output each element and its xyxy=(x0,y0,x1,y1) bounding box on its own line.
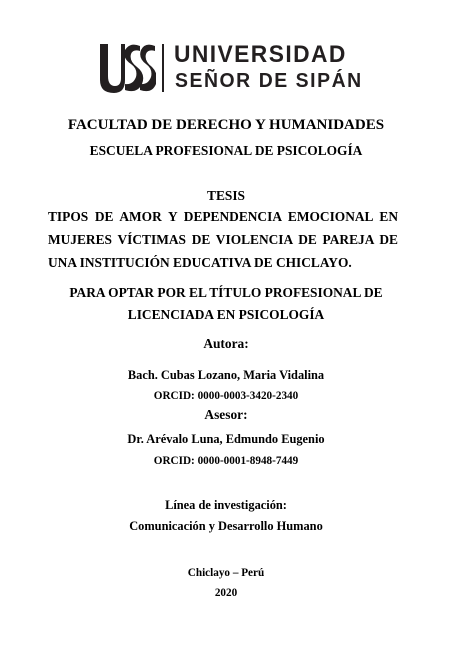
logo-university-text: UNIVERSIDAD xyxy=(174,41,347,68)
author-orcid xyxy=(0,386,452,406)
school-heading: ESCUELA PROFESIONAL DE PSICOLOGÍA xyxy=(89,143,363,158)
thesis-title-line-1: TIPOS DE AMOR Y DEPENDENCIA EMOCIONAL EN xyxy=(48,209,398,224)
orcid-label: ORCID xyxy=(153,390,192,402)
degree-purpose-line-2: LICENCIADA EN PSICOLOGÍA xyxy=(127,307,325,322)
author-heading: Autora: xyxy=(203,336,249,351)
research-line-heading: Línea de investigación: xyxy=(165,498,287,512)
university-logo xyxy=(98,40,363,96)
advisor-name: Dr. Arévalo Luna, Edmundo Eugenio xyxy=(127,432,325,446)
orcid-value: : 0000-0003-3420-2340 xyxy=(191,390,299,402)
author-name: Bach. Cubas Lozano, Maria Vidalina xyxy=(127,368,325,382)
orcid-value: : 0000-0001-8948-7449 xyxy=(191,455,299,467)
thesis-title-line-3: UNA INSTITUCIÓN EDUCATIVA DE CHICLAYO. xyxy=(48,255,352,270)
logo-divider xyxy=(162,44,164,92)
year: 2020 xyxy=(214,587,238,599)
logo-university-name-text: SEÑOR DE SIPÁN xyxy=(175,70,363,92)
uss-monogram-icon xyxy=(98,40,156,96)
place: Chiclayo – Perú xyxy=(187,567,265,579)
advisor-orcid xyxy=(0,451,452,471)
document-type: TESIS xyxy=(207,188,245,203)
degree-purpose-line-1: PARA OPTAR POR EL TÍTULO PROFESIONAL DE xyxy=(69,285,383,300)
advisor-heading: Asesor: xyxy=(204,407,248,422)
research-line-value: Comunicación y Desarrollo Humano xyxy=(129,519,323,533)
faculty-heading: FACULTAD DE DERECHO Y HUMANIDADES xyxy=(67,117,385,133)
orcid-label: ORCID xyxy=(153,455,192,467)
thesis-title-line-2: MUJERES VÍCTIMAS DE VIOLENCIA DE PAREJA DE xyxy=(48,232,398,247)
